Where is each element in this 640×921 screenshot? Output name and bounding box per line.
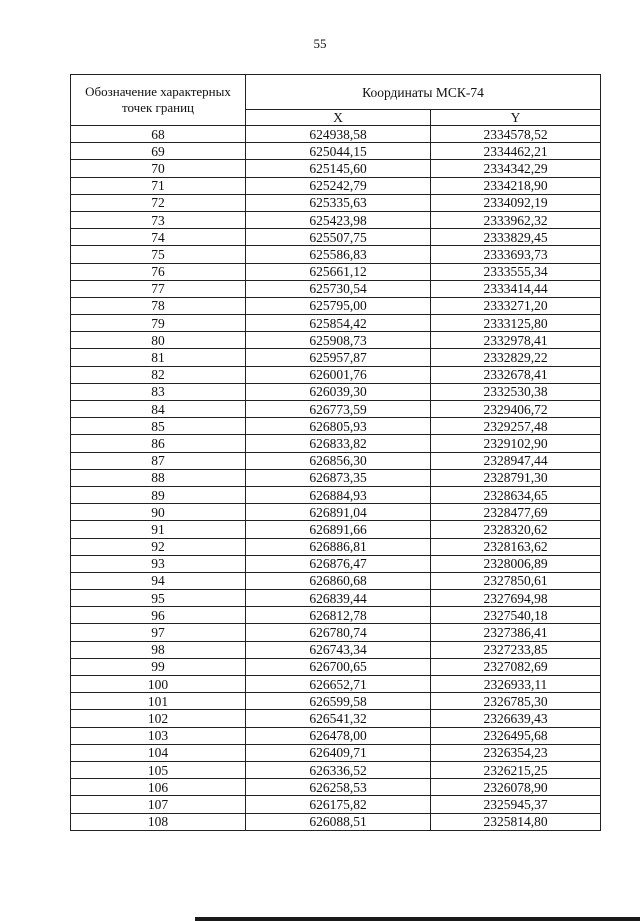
table-row xyxy=(71,538,601,555)
x-coordinate-cell: 625044,15 xyxy=(246,143,431,160)
table-row xyxy=(71,761,601,778)
table-row xyxy=(71,641,601,658)
table-row xyxy=(71,572,601,589)
y-coordinate-cell: 2328006,89 xyxy=(431,555,601,572)
y-coordinate-cell: 2328791,30 xyxy=(431,469,601,486)
x-coordinate-cell: 626541,32 xyxy=(246,710,431,727)
point-number-cell: 89 xyxy=(71,486,246,503)
point-number-cell: 79 xyxy=(71,315,246,332)
y-coordinate-cell: 2327694,98 xyxy=(431,590,601,607)
x-coordinate-cell: 625908,73 xyxy=(246,332,431,349)
table-row xyxy=(71,727,601,744)
x-coordinate-cell: 626478,00 xyxy=(246,727,431,744)
point-number-cell: 68 xyxy=(71,126,246,143)
table-row xyxy=(71,486,601,503)
y-coordinate-cell: 2329257,48 xyxy=(431,418,601,435)
y-coordinate-cell: 2325945,37 xyxy=(431,796,601,813)
header-coordinates: Координаты МСК-74 xyxy=(246,75,601,110)
y-coordinate-cell: 2326215,25 xyxy=(431,761,601,778)
point-number-cell: 85 xyxy=(71,418,246,435)
point-number-cell: 93 xyxy=(71,555,246,572)
point-number-cell: 71 xyxy=(71,177,246,194)
y-coordinate-cell: 2332530,38 xyxy=(431,383,601,400)
y-coordinate-cell: 2333829,45 xyxy=(431,229,601,246)
y-coordinate-cell: 2333271,20 xyxy=(431,297,601,314)
x-coordinate-cell: 625795,00 xyxy=(246,297,431,314)
point-number-cell: 107 xyxy=(71,796,246,813)
y-coordinate-cell: 2334218,90 xyxy=(431,177,601,194)
point-number-cell: 77 xyxy=(71,280,246,297)
y-coordinate-cell: 2327850,61 xyxy=(431,572,601,589)
point-number-cell: 76 xyxy=(71,263,246,280)
coordinates-table xyxy=(70,74,601,831)
x-coordinate-cell: 626599,58 xyxy=(246,693,431,710)
x-coordinate-cell: 626860,68 xyxy=(246,572,431,589)
point-number-cell: 108 xyxy=(71,813,246,830)
table-row xyxy=(71,452,601,469)
y-coordinate-cell: 2326495,68 xyxy=(431,727,601,744)
point-number-cell: 82 xyxy=(71,366,246,383)
x-coordinate-cell: 625854,42 xyxy=(246,315,431,332)
y-coordinate-cell: 2328163,62 xyxy=(431,538,601,555)
table-row xyxy=(71,349,601,366)
y-coordinate-cell: 2326354,23 xyxy=(431,744,601,761)
x-coordinate-cell: 625730,54 xyxy=(246,280,431,297)
point-number-cell: 78 xyxy=(71,297,246,314)
table-row xyxy=(71,177,601,194)
x-coordinate-cell: 626773,59 xyxy=(246,401,431,418)
x-coordinate-cell: 626088,51 xyxy=(246,813,431,830)
y-coordinate-cell: 2327386,41 xyxy=(431,624,601,641)
x-coordinate-cell: 626175,82 xyxy=(246,796,431,813)
point-number-cell: 100 xyxy=(71,676,246,693)
y-coordinate-cell: 2328947,44 xyxy=(431,452,601,469)
table-row xyxy=(71,160,601,177)
table-row xyxy=(71,211,601,228)
header-y: Y xyxy=(431,110,601,126)
table-row xyxy=(71,263,601,280)
table-row xyxy=(71,229,601,246)
point-number-cell: 88 xyxy=(71,469,246,486)
y-coordinate-cell: 2325814,80 xyxy=(431,813,601,830)
x-coordinate-cell: 626891,66 xyxy=(246,521,431,538)
x-coordinate-cell: 626884,93 xyxy=(246,486,431,503)
y-coordinate-cell: 2327540,18 xyxy=(431,607,601,624)
table-row xyxy=(71,676,601,693)
table-row xyxy=(71,280,601,297)
y-coordinate-cell: 2334462,21 xyxy=(431,143,601,160)
point-number-cell: 74 xyxy=(71,229,246,246)
point-number-cell: 86 xyxy=(71,435,246,452)
point-number-cell: 91 xyxy=(71,521,246,538)
table-row xyxy=(71,246,601,263)
y-coordinate-cell: 2333414,44 xyxy=(431,280,601,297)
table-row xyxy=(71,297,601,314)
point-number-cell: 83 xyxy=(71,383,246,400)
table-row xyxy=(71,504,601,521)
x-coordinate-cell: 624938,58 xyxy=(246,126,431,143)
table-row xyxy=(71,435,601,452)
y-coordinate-cell: 2326933,11 xyxy=(431,676,601,693)
x-coordinate-cell: 626856,30 xyxy=(246,452,431,469)
table-row xyxy=(71,555,601,572)
y-coordinate-cell: 2328634,65 xyxy=(431,486,601,503)
x-coordinate-cell: 625586,83 xyxy=(246,246,431,263)
point-number-cell: 95 xyxy=(71,590,246,607)
point-number-cell: 99 xyxy=(71,658,246,675)
page-number: 55 xyxy=(313,36,327,51)
table-row xyxy=(71,693,601,710)
table-row xyxy=(71,418,601,435)
x-coordinate-cell: 626833,82 xyxy=(246,435,431,452)
x-coordinate-cell: 626876,47 xyxy=(246,555,431,572)
x-coordinate-cell: 625661,12 xyxy=(246,263,431,280)
x-coordinate-cell: 626652,71 xyxy=(246,676,431,693)
x-coordinate-cell: 626805,93 xyxy=(246,418,431,435)
table-header-row xyxy=(71,75,601,110)
x-coordinate-cell: 626886,81 xyxy=(246,538,431,555)
y-coordinate-cell: 2332829,22 xyxy=(431,349,601,366)
y-coordinate-cell: 2329102,90 xyxy=(431,435,601,452)
y-coordinate-cell: 2328320,62 xyxy=(431,521,601,538)
point-number-cell: 75 xyxy=(71,246,246,263)
table-row xyxy=(71,521,601,538)
x-coordinate-cell: 626812,78 xyxy=(246,607,431,624)
point-number-cell: 98 xyxy=(71,641,246,658)
point-number-cell: 90 xyxy=(71,504,246,521)
x-coordinate-cell: 625423,98 xyxy=(246,211,431,228)
y-coordinate-cell: 2333962,32 xyxy=(431,211,601,228)
y-coordinate-cell: 2329406,72 xyxy=(431,401,601,418)
y-coordinate-cell: 2333555,34 xyxy=(431,263,601,280)
point-number-cell: 101 xyxy=(71,693,246,710)
point-number-cell: 84 xyxy=(71,401,246,418)
table-row xyxy=(71,194,601,211)
y-coordinate-cell: 2333125,80 xyxy=(431,315,601,332)
table-row xyxy=(71,401,601,418)
table-row xyxy=(71,383,601,400)
x-coordinate-cell: 626258,53 xyxy=(246,779,431,796)
point-number-cell: 94 xyxy=(71,572,246,589)
point-number-cell: 73 xyxy=(71,211,246,228)
table-row xyxy=(71,813,601,830)
table-row xyxy=(71,366,601,383)
x-coordinate-cell: 626780,74 xyxy=(246,624,431,641)
y-coordinate-cell: 2326639,43 xyxy=(431,710,601,727)
table-row xyxy=(71,315,601,332)
x-coordinate-cell: 625145,60 xyxy=(246,160,431,177)
x-coordinate-cell: 626839,44 xyxy=(246,590,431,607)
point-number-cell: 69 xyxy=(71,143,246,160)
point-number-cell: 72 xyxy=(71,194,246,211)
x-coordinate-cell: 626336,52 xyxy=(246,761,431,778)
y-coordinate-cell: 2334342,29 xyxy=(431,160,601,177)
point-number-cell: 70 xyxy=(71,160,246,177)
y-coordinate-cell: 2327233,85 xyxy=(431,641,601,658)
table-row xyxy=(71,590,601,607)
point-number-cell: 92 xyxy=(71,538,246,555)
x-coordinate-cell: 626001,76 xyxy=(246,366,431,383)
table-row xyxy=(71,143,601,160)
table-row xyxy=(71,126,601,143)
table-row xyxy=(71,624,601,641)
point-number-cell: 81 xyxy=(71,349,246,366)
y-coordinate-cell: 2326785,30 xyxy=(431,693,601,710)
table-row xyxy=(71,658,601,675)
y-coordinate-cell: 2326078,90 xyxy=(431,779,601,796)
x-coordinate-cell: 625957,87 xyxy=(246,349,431,366)
table-row xyxy=(71,744,601,761)
table-row xyxy=(71,332,601,349)
x-coordinate-cell: 626700,65 xyxy=(246,658,431,675)
page-bottom-edge xyxy=(195,917,640,921)
table-row xyxy=(71,607,601,624)
x-coordinate-cell: 625242,79 xyxy=(246,177,431,194)
point-number-cell: 103 xyxy=(71,727,246,744)
table-row xyxy=(71,710,601,727)
x-coordinate-cell: 626743,34 xyxy=(246,641,431,658)
x-coordinate-cell: 625507,75 xyxy=(246,229,431,246)
header-x: X xyxy=(246,110,431,126)
y-coordinate-cell: 2332978,41 xyxy=(431,332,601,349)
point-number-cell: 104 xyxy=(71,744,246,761)
table-body xyxy=(71,126,601,831)
header-point-designation: Обозначение характерных точек границ xyxy=(71,75,246,126)
x-coordinate-cell: 626873,35 xyxy=(246,469,431,486)
point-number-cell: 87 xyxy=(71,452,246,469)
point-number-cell: 102 xyxy=(71,710,246,727)
y-coordinate-cell: 2333693,73 xyxy=(431,246,601,263)
y-coordinate-cell: 2332678,41 xyxy=(431,366,601,383)
point-number-cell: 105 xyxy=(71,761,246,778)
point-number-cell: 97 xyxy=(71,624,246,641)
point-number-cell: 96 xyxy=(71,607,246,624)
table-row xyxy=(71,469,601,486)
y-coordinate-cell: 2334092,19 xyxy=(431,194,601,211)
table-row xyxy=(71,796,601,813)
x-coordinate-cell: 626891,04 xyxy=(246,504,431,521)
y-coordinate-cell: 2328477,69 xyxy=(431,504,601,521)
point-number-cell: 106 xyxy=(71,779,246,796)
x-coordinate-cell: 626039,30 xyxy=(246,383,431,400)
point-number-cell: 80 xyxy=(71,332,246,349)
y-coordinate-cell: 2334578,52 xyxy=(431,126,601,143)
x-coordinate-cell: 626409,71 xyxy=(246,744,431,761)
x-coordinate-cell: 625335,63 xyxy=(246,194,431,211)
table-row xyxy=(71,779,601,796)
y-coordinate-cell: 2327082,69 xyxy=(431,658,601,675)
